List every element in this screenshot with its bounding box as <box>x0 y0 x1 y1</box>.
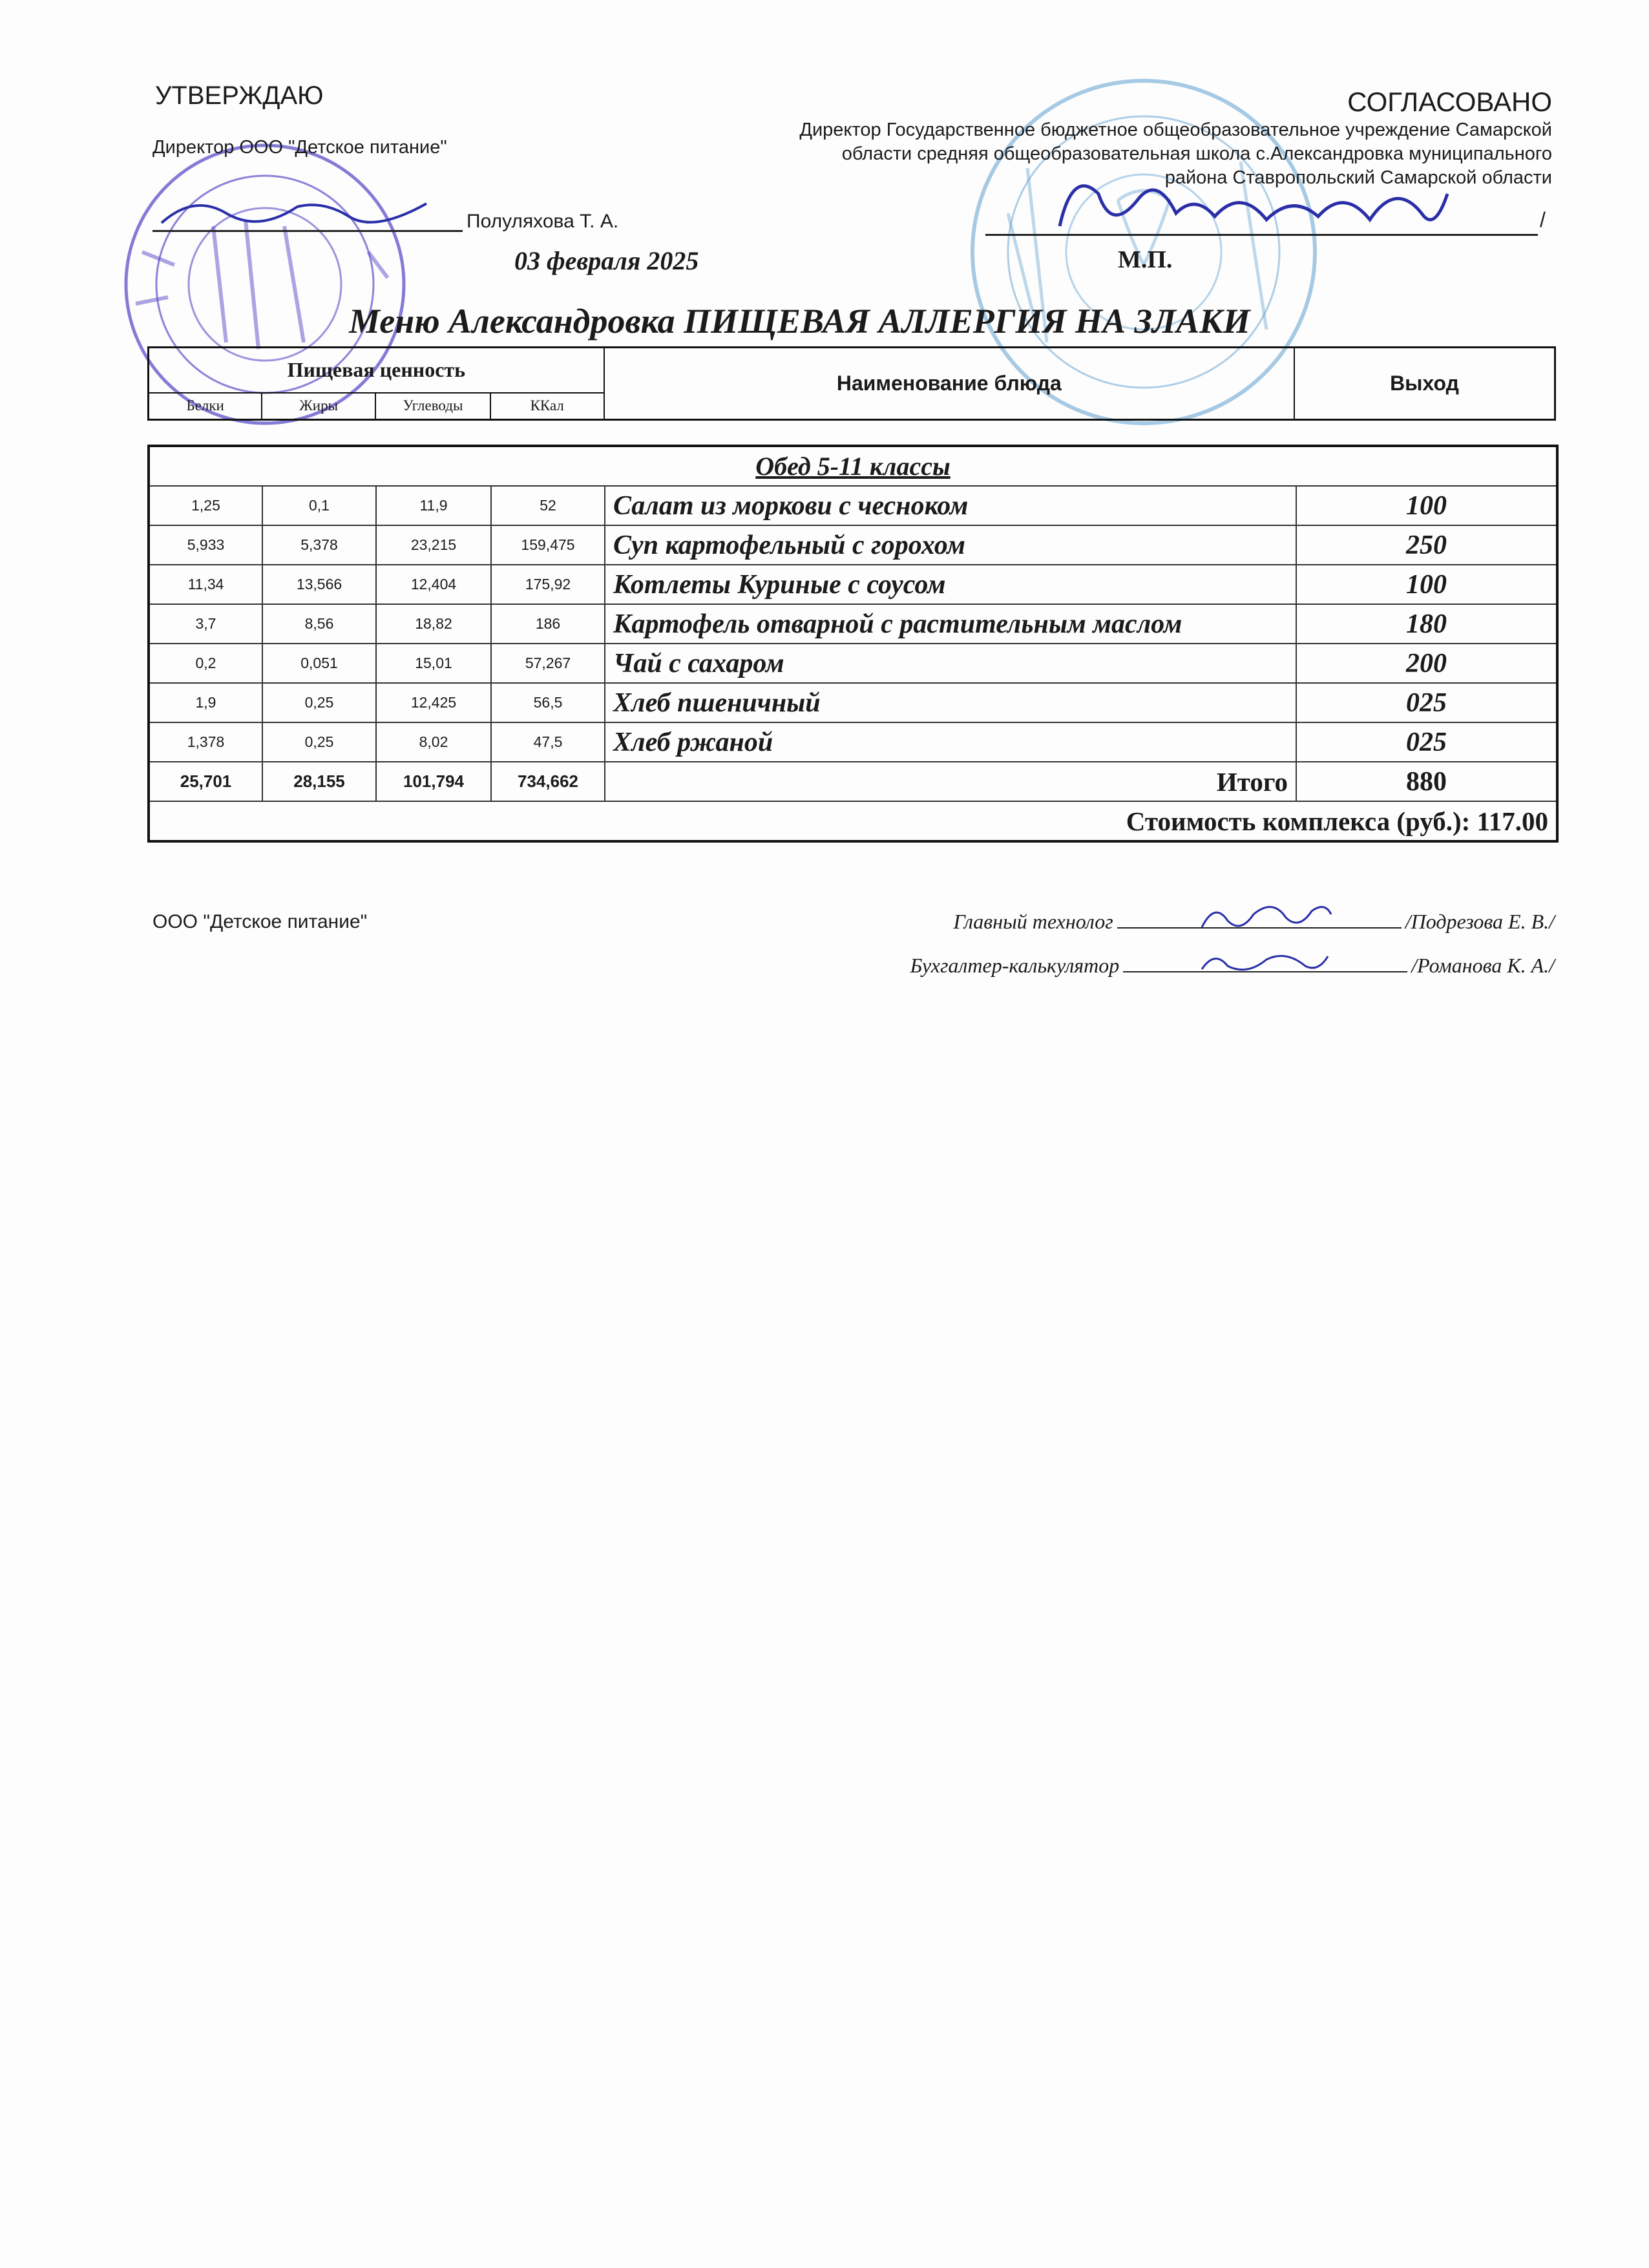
cell-proteins: 5,933 <box>149 525 262 565</box>
document-title: Меню Александровка ПИЩЕВАЯ АЛЛЕРГИЯ НА ЗЛАКИ <box>349 302 1250 341</box>
table-row <box>149 525 1557 565</box>
agree-slash: / <box>1540 208 1546 231</box>
cell-fats: 8,56 <box>262 604 376 644</box>
stamp-placeholder-label: М.П. <box>1118 246 1173 273</box>
cell-carbs: 11,9 <box>376 486 491 525</box>
approve-signature <box>155 187 452 239</box>
cell-carbs: 12,404 <box>376 565 491 604</box>
cell-dish: Чай с сахаром <box>605 644 1296 683</box>
menu-table <box>147 445 1559 843</box>
section-title: Обед 5-11 классы <box>149 446 1557 486</box>
header-carbs: Углеводы <box>375 393 490 420</box>
accountant-signature <box>1195 943 1338 982</box>
total-proteins: 25,701 <box>149 762 262 801</box>
accountant-role: Бухгалтер-калькулятор <box>910 954 1120 977</box>
cell-kcal: 56,5 <box>491 683 605 722</box>
cell-carbs: 23,215 <box>376 525 491 565</box>
menu-header-table <box>147 346 1556 421</box>
cell-fats: 0,25 <box>262 683 376 722</box>
cell-output: 200 <box>1296 644 1557 683</box>
table-row <box>149 683 1557 722</box>
agree-signature <box>1047 155 1460 252</box>
cell-fats: 5,378 <box>262 525 376 565</box>
cell-carbs: 18,82 <box>376 604 491 644</box>
approve-name: Полуляхова Т. А. <box>467 211 619 232</box>
table-row <box>149 486 1557 525</box>
table-row <box>149 722 1557 762</box>
cell-kcal: 47,5 <box>491 722 605 762</box>
cell-output: 180 <box>1296 604 1557 644</box>
cell-carbs: 8,02 <box>376 722 491 762</box>
header-proteins: Белки <box>149 393 262 420</box>
accountant-name: /Романова К. А./ <box>1411 954 1555 977</box>
cell-output: 250 <box>1296 525 1557 565</box>
agree-position-line-2: области средняя общеобразовательная школа с.Александровка муниципального <box>841 143 1552 164</box>
total-output: 880 <box>1296 762 1557 801</box>
total-carbs: 101,794 <box>376 762 491 801</box>
cell-kcal: 186 <box>491 604 605 644</box>
total-row <box>149 762 1557 801</box>
approve-position: Директор ООО "Детское питание" <box>152 137 447 158</box>
cell-dish: Котлеты Куриные с соусом <box>605 565 1296 604</box>
cell-dish: Салат из моркови с чесноком <box>605 486 1296 525</box>
total-label: Итого <box>605 762 1296 801</box>
footer-organization: ООО "Детское питание" <box>152 911 368 932</box>
cell-carbs: 12,425 <box>376 683 491 722</box>
set-cost: Стоимость комплекса (руб.): 117.00 <box>149 801 1557 841</box>
header-kcal: ККал <box>490 393 604 420</box>
cell-dish: Хлеб ржаной <box>605 722 1296 762</box>
cell-kcal: 159,475 <box>491 525 605 565</box>
agree-title: СОГЛАСОВАНО <box>1347 87 1552 117</box>
agree-position-line-1: Директор Государственное бюджетное общеобразовательное учреждение Самарской <box>799 120 1552 140</box>
total-kcal: 734,662 <box>491 762 605 801</box>
table-row <box>149 565 1557 604</box>
approve-title: УТВЕРЖДАЮ <box>155 81 324 110</box>
cell-output: 025 <box>1296 683 1557 722</box>
header-output: Выход <box>1294 348 1555 420</box>
cell-kcal: 175,92 <box>491 565 605 604</box>
cell-dish: Картофель отварной с растительным маслом <box>605 604 1296 644</box>
cell-proteins: 1,25 <box>149 486 262 525</box>
technologist-name: /Подрезова Е. В./ <box>1405 910 1555 933</box>
cell-proteins: 0,2 <box>149 644 262 683</box>
cell-dish: Суп картофельный с горохом <box>605 525 1296 565</box>
cell-proteins: 3,7 <box>149 604 262 644</box>
technologist-signature <box>1195 895 1338 940</box>
cell-output: 100 <box>1296 486 1557 525</box>
cell-fats: 13,566 <box>262 565 376 604</box>
cell-proteins: 1,378 <box>149 722 262 762</box>
total-fats: 28,155 <box>262 762 376 801</box>
cell-fats: 0,051 <box>262 644 376 683</box>
cell-kcal: 57,267 <box>491 644 605 683</box>
cell-proteins: 11,34 <box>149 565 262 604</box>
cell-output: 100 <box>1296 565 1557 604</box>
approve-date: 03 февраля 2025 <box>514 246 699 275</box>
cell-dish: Хлеб пшеничный <box>605 683 1296 722</box>
header-dish-name: Наименование блюда <box>604 348 1294 420</box>
table-row <box>149 644 1557 683</box>
header-nutrition: Пищевая ценность <box>149 348 604 393</box>
cell-proteins: 1,9 <box>149 683 262 722</box>
cell-fats: 0,25 <box>262 722 376 762</box>
cell-output: 025 <box>1296 722 1557 762</box>
table-row <box>149 604 1557 644</box>
agree-position-line-3: района Ставропольский Самарской области <box>1164 167 1552 188</box>
cell-carbs: 15,01 <box>376 644 491 683</box>
technologist-role: Главный технолог <box>953 910 1113 933</box>
cell-fats: 0,1 <box>262 486 376 525</box>
cell-kcal: 52 <box>491 486 605 525</box>
header-fats: Жиры <box>262 393 375 420</box>
